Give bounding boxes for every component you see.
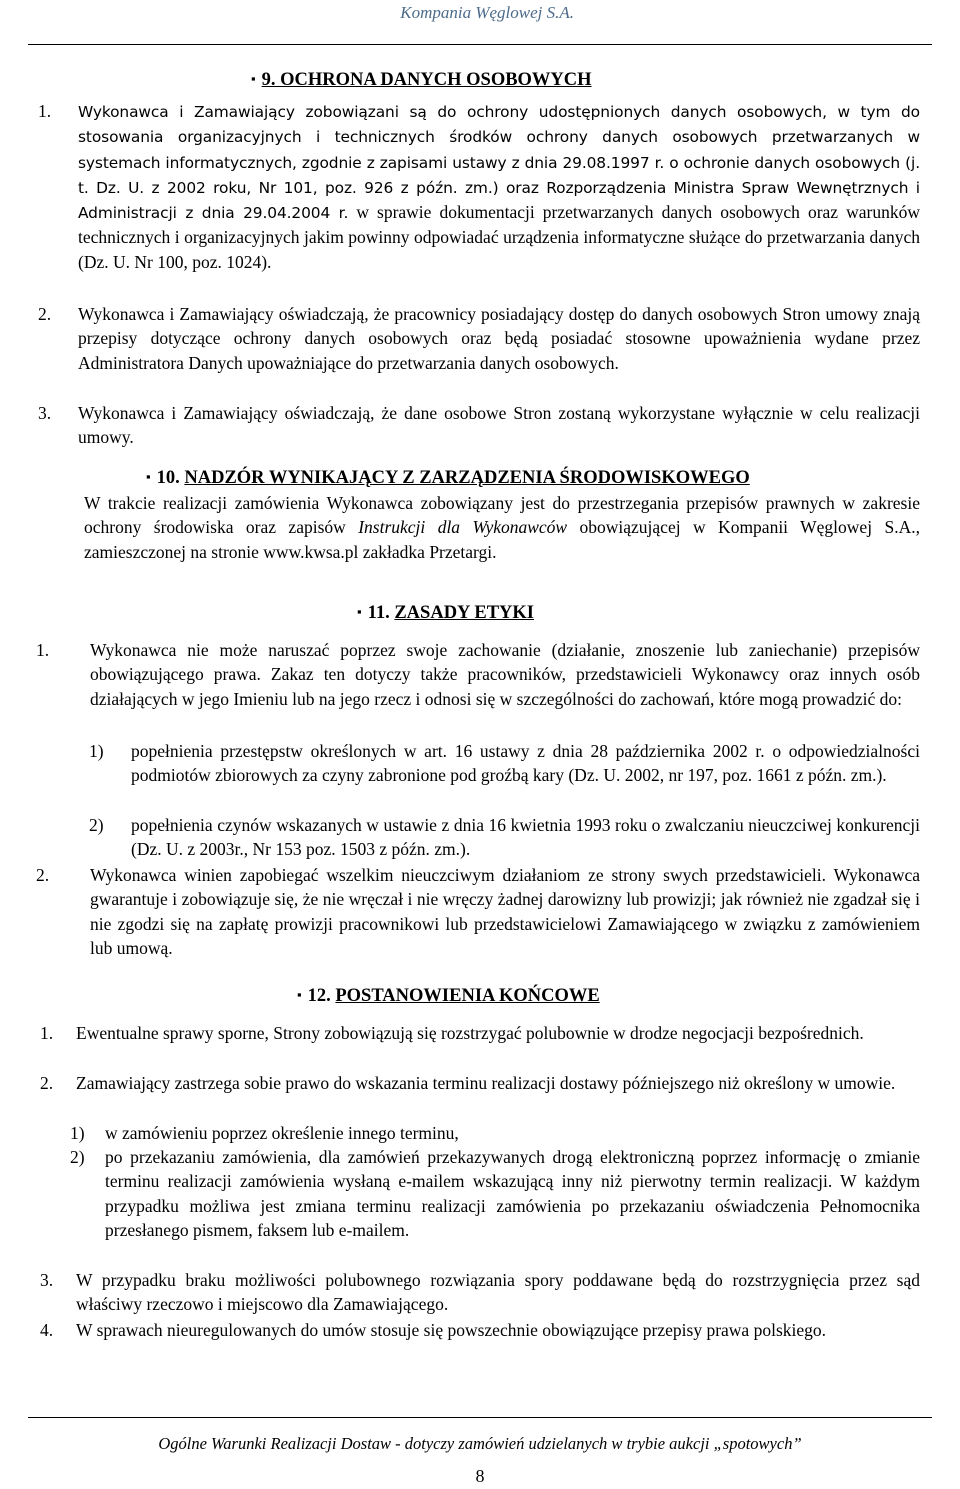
sec9-item-3 (38, 401, 920, 450)
item-text: W sprawach nieuregulowanych do umów stosuje się powszechnie obowiązujące przepisy prawa polskiego. (76, 1320, 827, 1340)
item-number: 1. (38, 101, 52, 121)
header-rule (28, 44, 932, 45)
section-12-number: 12. (307, 986, 331, 1006)
sec12-item-2 (40, 1071, 920, 1095)
item-number: 2. (36, 865, 50, 885)
sec10-text-italic: Instrukcji dla Wykonawców (358, 517, 568, 538)
item-number: 2. (40, 1073, 54, 1093)
sec10-paragraph (84, 491, 920, 564)
item-text: Ewentualne sprawy sporne, Strony zobowiązują się rozstrzygać polubownie w drodze negocjacji bezpośrednich. (76, 1023, 864, 1043)
footer-text: Ogólne Warunki Realizacji Dostaw - dotyczy zamówień udzielanych w trybie aukcji „spotowych” (158, 1434, 802, 1453)
item-number: 3. (40, 1270, 54, 1290)
item-number: 1) (70, 1123, 85, 1143)
item-number: 1. (40, 1023, 54, 1043)
item-number: 2) (70, 1147, 85, 1167)
section-12-heading (297, 984, 600, 1009)
section-9-title: 9. OCHRONA DANYCH OSOBOWYCH (261, 70, 592, 90)
section-10-heading (146, 466, 750, 491)
bullet-square-icon: ▪ (357, 604, 362, 619)
sec10-text-before: W trakcie realizacji zamówienia Wykonawca zobowiązany jest do przestrzegania przepisów prawnych w zakresie ochrony środowiska oraz zapisów (84, 493, 920, 538)
item-text-serif: w sprawie dokumentacji przetwarzanych danych osobowych oraz warunków technicznych i organizacyjnych jakim powinny odpowiadać urządzenia informatyczne służące do przetwarzania danych (Dz. U. Nr 100, poz. 1024). (78, 202, 920, 272)
sec11-subitem-2 (89, 813, 920, 862)
sec12-subitem-2 (70, 1145, 920, 1242)
section-11-title: ZASADY ETYKI (394, 603, 534, 623)
item-text: Wykonawca i Zamawiający oświadczają, że dane osobowe Stron zostaną wykorzystane wyłącznie w celu realizacji umowy. (78, 403, 920, 448)
sec9-item-2 (38, 302, 920, 375)
sec11-subitem-1 (89, 739, 920, 788)
item-text: w zamówieniu poprzez określenie innego terminu, (105, 1123, 459, 1143)
footer-rule (28, 1417, 932, 1418)
sec11-item-1 (36, 638, 920, 711)
item-text-sans: Wykonawca i Zamawiający zobowiązani są do ochrony udostępnionych danych osobowych, w tym do stosowania organizacyjnych i technicznych środków ochrony danych osobowych przetwarzanych w systemach informatycznych, zgodnie z zapisami ustawy z dnia 29.08.1997 r. o ochronie danych osobowych (j. t. Dz. U. z 2002 roku, Nr 101, poz. 926 z późn. zm.) oraz Rozporządzenia Ministra Spraw Wewnętrznych i Administracji z dnia 29.04.2004 r. (78, 103, 920, 223)
section-9-heading (251, 68, 592, 93)
item-text: popełnienia przestępstw określonych w art. 16 ustawy z dnia 28 października 2002 r. o odpowiedzialności podmiotów zbiorowych za czyny zabronione pod groźbą kary (Dz. U. 2002, nr 197, poz. 1661 z późn. zm.). (131, 741, 920, 786)
item-text: po przekazaniu zamówienia, dla zamówień przekazywanych drogą elektroniczną poprzez informację o zmianie terminu realizacji zamówienia wysłaną e-mailem wskazującą inny niż pierwotny termin realizacji. W każdym przypadku możliwa jest zmiana terminu realizacji zamówienia po przekazaniu oświadczenia Pełnomocnika przesłanego pismem, faksem lub e-mailem. (105, 1147, 920, 1240)
bullet-square-icon: ▪ (146, 469, 151, 484)
item-number: 2. (38, 304, 52, 324)
sec12-subitem-1 (70, 1121, 920, 1145)
item-number: 1. (36, 640, 50, 660)
sec10-text-after: obowiązującej w Kompanii Węglowej S.A., zamieszczonej na stronie www.kwsa.pl zakładka Przetargi. (84, 517, 920, 562)
section-10-number: 10. (156, 468, 180, 488)
sec12-item-1 (40, 1021, 920, 1045)
section-12-title: POSTANOWIENIA KOŃCOWE (335, 986, 600, 1006)
item-number: 3. (38, 403, 52, 423)
sec9-item-1 (38, 99, 920, 274)
item-text: Zamawiający zastrzega sobie prawo do wskazania terminu realizacji dostawy późniejszego niż określony w umowie. (76, 1073, 896, 1093)
sec12-item-4 (40, 1318, 920, 1342)
section-11-number: 11. (367, 603, 390, 623)
item-text: W przypadku braku możliwości polubownego rozwiązania spory poddawane będą do rozstrzygnięcia przez sąd właściwy rzeczowo i miejscowo dla Zamawiającego. (76, 1270, 920, 1315)
item-number: 4. (40, 1320, 54, 1340)
sec11-item-2 (36, 863, 920, 960)
company-header: Kompania Węglowej S.A. (400, 3, 574, 22)
section-11-heading (357, 601, 534, 626)
page-number: 8 (475, 1466, 485, 1486)
item-text: Wykonawca winien zapobiegać wszelkim nieuczciwym działaniom ze strony swych przedstawicieli. Wykonawca gwarantuje i zobowiązuje się, że nie wręczał i nie wręczy żadnej darowizny lub prowizji; jak również nie zgadzał się i nie zgodzi się na zapłatę prowizji pracownikowi lub przedstawicielowi Zamawiającego w związku z zamówieniem lub umową. (90, 865, 920, 958)
item-text: Wykonawca nie może naruszać poprzez swoje zachowanie (działanie, znoszenie lub zaniechanie) przepisów obowiązującego prawa. Zakaz ten dotyczy także pracowników, przedstawicieli Wykonawcy oraz innych osób działających w jego Imieniu lub na jego rzecz i odnosi się w szczególności do zachowań, które mogą prowadzić do: (90, 640, 920, 709)
item-text: Wykonawca i Zamawiający oświadczają, że pracownicy posiadający dostęp do danych osobowych Stron umowy znają przepisy dotyczące ochrony danych osobowych oraz będą posiadać stosowne upoważnienia wydane przez Administratora Danych upoważniające do przetwarzania danych osobowych. (78, 304, 920, 373)
bullet-square-icon: ▪ (297, 987, 302, 1002)
sec12-item-3 (40, 1268, 920, 1317)
item-number: 1) (89, 741, 104, 761)
item-text: popełnienia czynów wskazanych w ustawie z dnia 16 kwietnia 1993 roku o zwalczaniu nieuczciwej konkurencji (Dz. U. z 2003r., Nr 153 poz. 1503 z późn. zm.). (131, 815, 920, 860)
item-number: 2) (89, 815, 104, 835)
section-10-title: NADZÓR WYNIKAJĄCY Z ZARZĄDZENIA ŚRODOWISKOWEGO (184, 468, 750, 488)
bullet-square-icon: ▪ (251, 71, 256, 86)
